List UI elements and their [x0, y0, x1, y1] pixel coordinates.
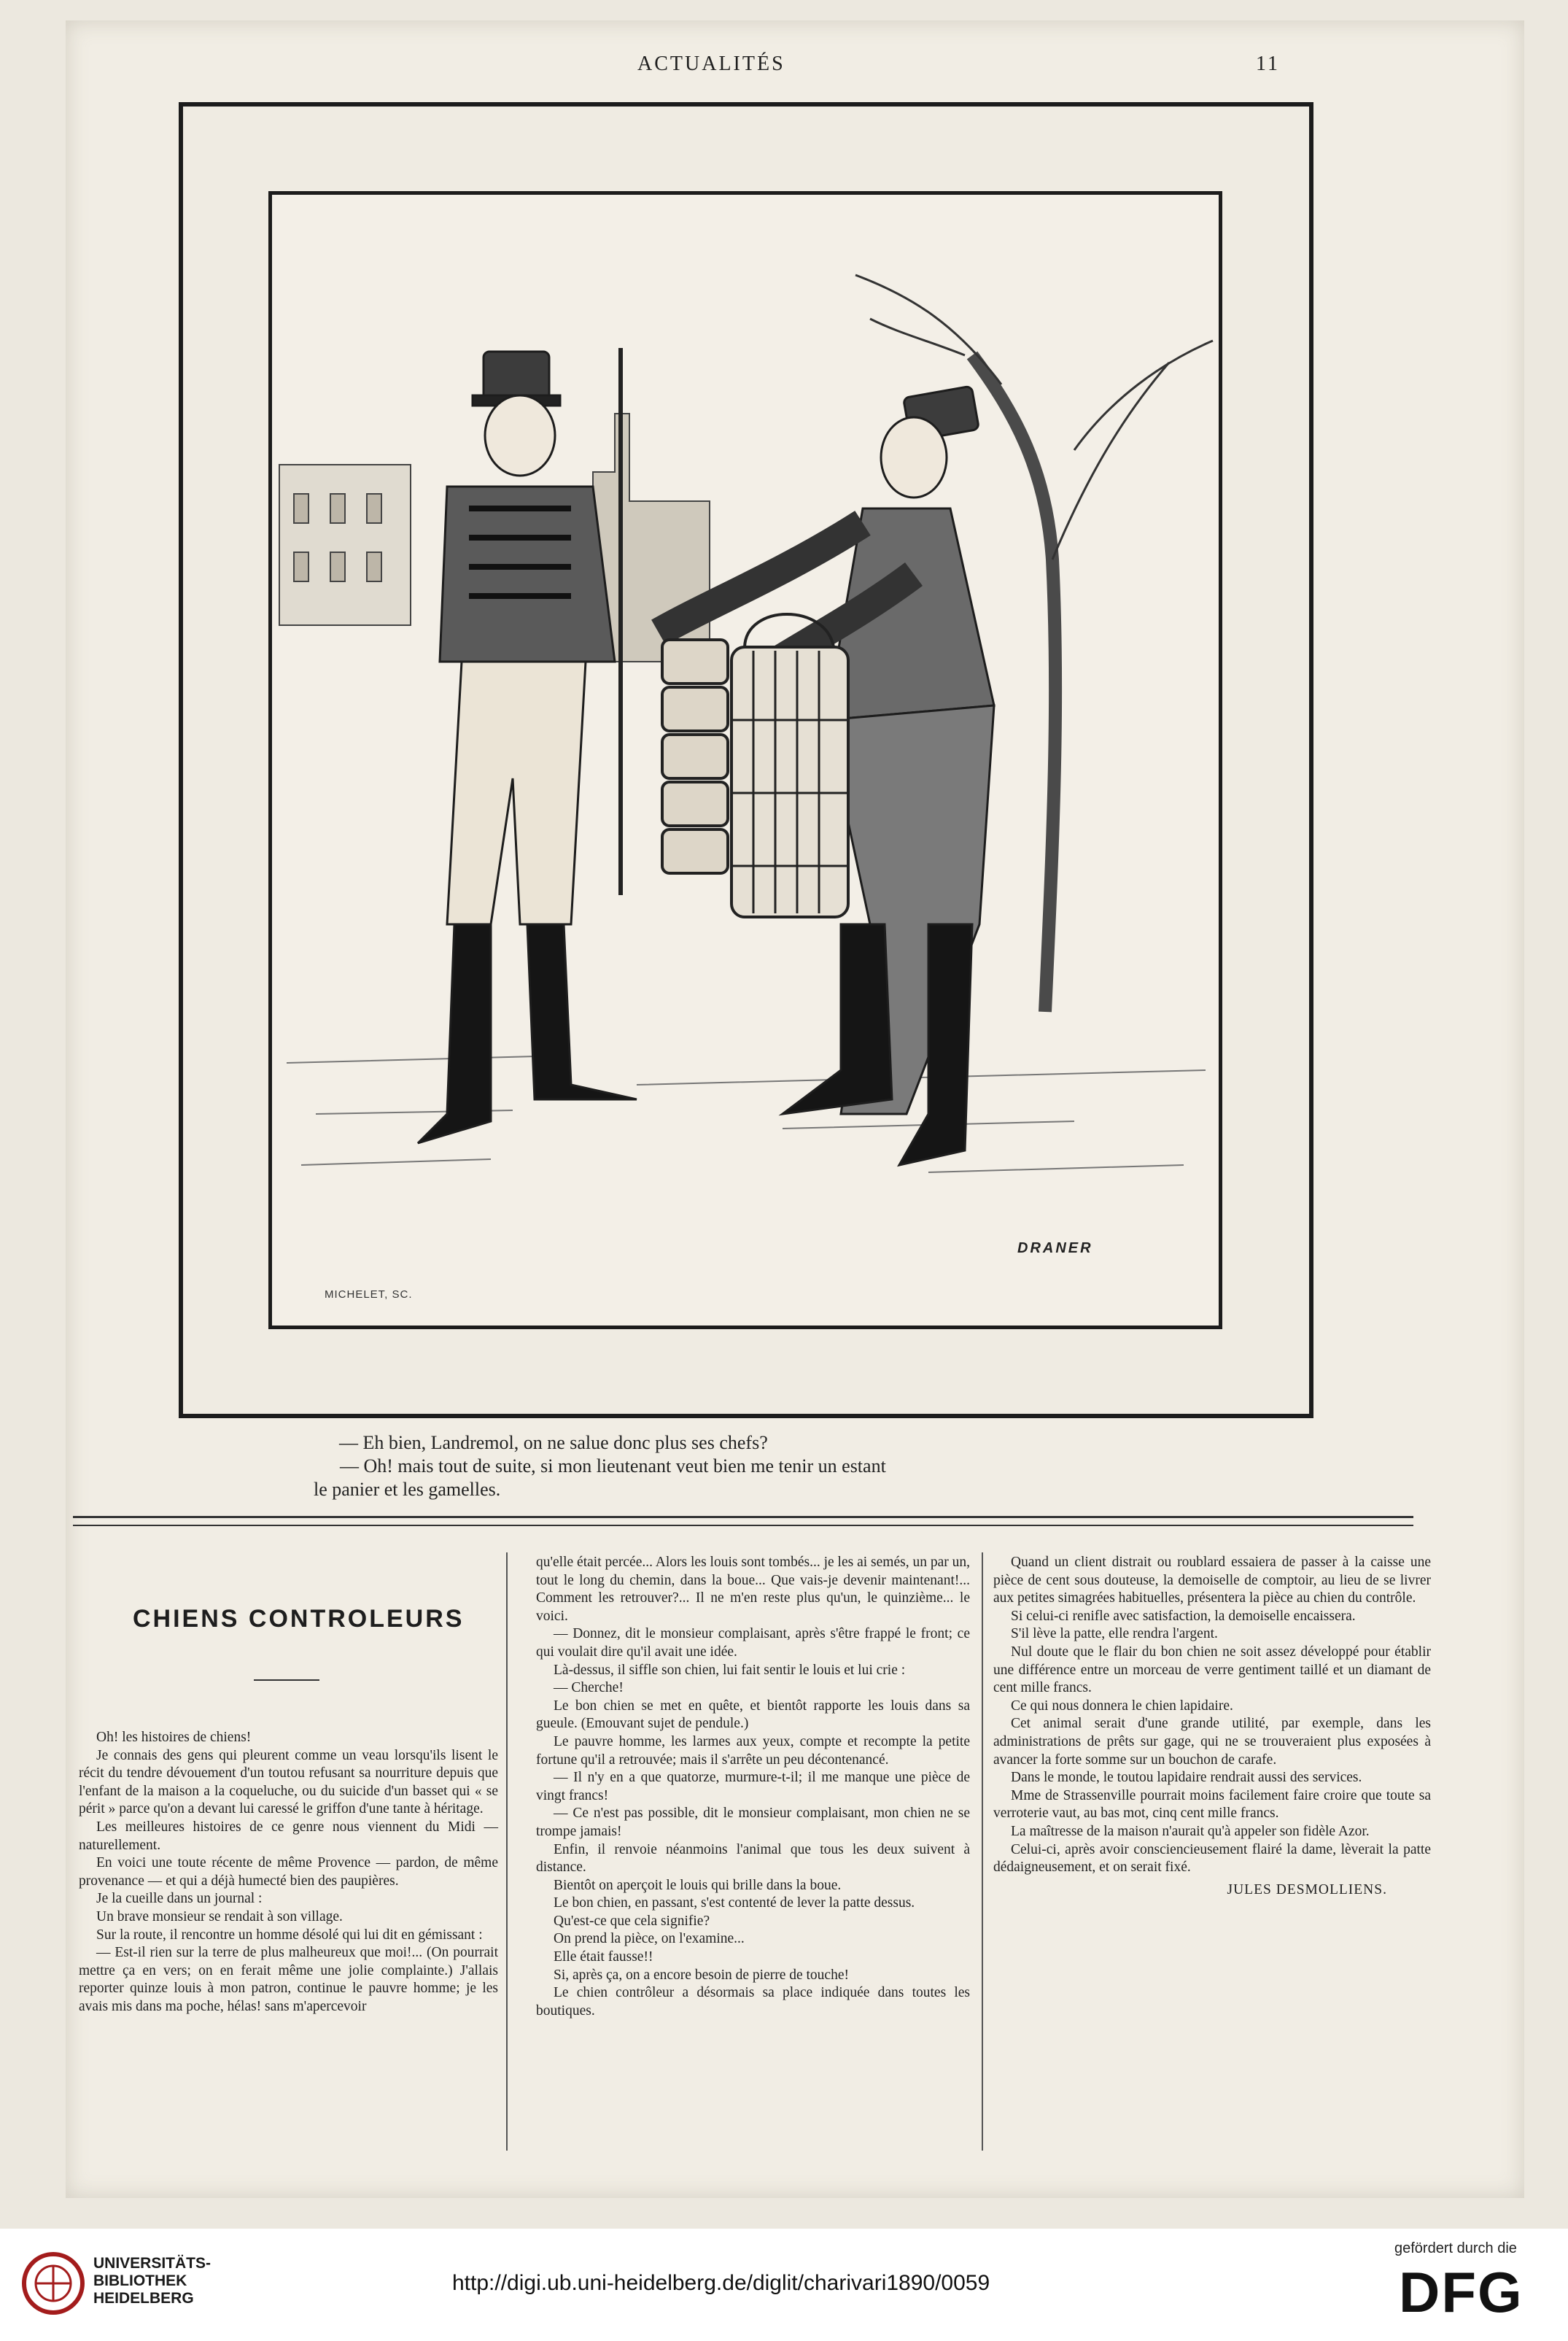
paragraph: Nul doute que le flair du bon chien ne soit assez développé pour établir une différence entre un morceau de verre gentiment taillé et un diamant de cent mille francs.: [993, 1644, 1431, 1696]
paragraph: — Ce n'est pas possible, dit le monsieur complaisant, mon chien ne se trompe jamais!: [536, 1806, 970, 1839]
university-seal-icon: [20, 2251, 86, 2316]
paragraph: Cet animal serait d'une grande utilité, par exemple, dans les administrations de prêts sur gage, qui ne se trouveraient plus exposées à avancer la forte somme sur un bouchon de carafe.: [993, 1716, 1431, 1768]
article-author: JULES DESMOLLIENS.: [1227, 1881, 1387, 1897]
funded-by-label: gefördert durch die: [1394, 2240, 1517, 2256]
officer-figure: [418, 348, 637, 1143]
ground-hatching: [287, 1056, 1206, 1172]
paragraph: S'il lève la patte, elle rendra l'argent.: [1011, 1626, 1218, 1642]
paragraph: La maîtresse de la maison n'aurait qu'à appeler son fidèle Azor.: [1011, 1823, 1370, 1839]
paragraph: On prend la pièce, on l'examine...: [554, 1931, 745, 1947]
paragraph: — Cherche!: [554, 1680, 624, 1696]
article-column-2: [536, 1554, 970, 2020]
permalink-url[interactable]: http://digi.ub.uni-heidelberg.de/diglit/charivari1890/0059: [452, 2271, 990, 2295]
paragraph: qu'elle était percée... Alors les louis sont tombés... je les ai semés, un par un, tout le long du chemin, dans la boue... Que vais-je devenir maintenant!... Comment les retrouver?... Il ne m'en reste plus qu'un, le quinzième... le voici.: [536, 1555, 970, 1624]
paragraph: Si celui-ci renifle avec satisfaction, la demoiselle encaissera.: [1011, 1608, 1356, 1624]
paragraph: Le bon chien, en passant, s'est contenté de lever la patte dessus.: [554, 1895, 915, 1911]
paragraph: Le bon chien se met en quête, et bientôt rapporte les louis dans sa gueule. (Emouvant sujet de pendule.): [536, 1698, 970, 1732]
library-line-3: HEIDELBERG: [93, 2290, 194, 2307]
running-head: ACTUALITÉS: [637, 53, 785, 75]
library-name: [93, 2255, 211, 2307]
engraver-signature: MICHELET, SC.: [325, 1288, 413, 1301]
article-column-1: [79, 1729, 498, 2016]
paragraph: Oh! les histoires de chiens!: [96, 1730, 252, 1745]
paragraph: Enfin, il renvoie néanmoins l'animal que tous les deux suivent à distance.: [536, 1841, 970, 1876]
paragraph: — Il n'y en a que quatorze, murmure-t-il; il me manque une pièce de vingt francs!: [536, 1770, 970, 1803]
artist-signature: DRANER: [1017, 1240, 1093, 1256]
caption-line-3: le panier et les gamelles.: [314, 1479, 501, 1500]
library-line-2: BIBLIOTHEK: [93, 2272, 187, 2289]
caption-line-1: — Eh bien, Landremol, on ne salue donc plus ses chefs?: [339, 1432, 768, 1453]
library-line-1: UNIVERSITÄTS-: [93, 2255, 211, 2272]
column-divider-2: [982, 1552, 983, 2151]
basket: [731, 614, 848, 917]
cartoon-drawing: [272, 195, 1219, 1326]
paragraph: Le chien contrôleur a désormais sa place indiquée dans toutes les boutiques.: [536, 1985, 970, 2019]
paragraph: Bientôt on aperçoit le louis qui brille dans la boue.: [554, 1877, 842, 1893]
article-column-3: [993, 1554, 1431, 1899]
footer-bar: [0, 2229, 1568, 2341]
illustration-inner-frame: [268, 191, 1222, 1329]
paragraph: Ce qui nous donnera le chien lapidaire.: [1011, 1698, 1233, 1714]
paragraph: Elle était fausse!!: [554, 1949, 653, 1965]
paragraph: Qu'est-ce que cela signifie?: [554, 1913, 710, 1929]
paragraph: Un brave monsieur se rendait à son village.: [96, 1908, 343, 1924]
paragraph: Quand un client distrait ou roublard essaiera de passer à la caisse une pièce de cent sous douteuse, la demoiselle de comptoir, au lieu de se livrer aux petites simagrées habituelles, présentera la pièce au chien du contrôle.: [993, 1555, 1431, 1606]
title-underline: [254, 1679, 319, 1681]
paragraph: Sur la route, il rencontre un homme désolé qui lui dit en gémissant :: [96, 1927, 483, 1943]
gamelles: [662, 640, 728, 873]
paragraph: Je connais des gens qui pleurent comme un veau lorsqu'ils lisent le récit du tendre dévouement d'un toutou refusant sa nourriture depuis que l'enfant de la maison a la coqueluche, ou du suicide d'un basset qui « se périt » parce qu'on a devant lui caressé le griffon d'une tante à héritage.: [79, 1747, 498, 1817]
page-number: 11: [1256, 53, 1280, 75]
section-rule-top: [73, 1516, 1413, 1518]
paragraph: Mme de Strassenville pourrait moins facilement faire croire que toute sa verroterie vaut, au bas mot, cinq cent mille francs.: [993, 1787, 1431, 1822]
paragraph: — Donnez, dit le monsieur complaisant, après s'être frappé le front; ce qui voulait dire qu'il avait une idée.: [536, 1626, 970, 1660]
paragraph: Là-dessus, il siffle son chien, lui fait sentir le louis et lui crie :: [554, 1662, 906, 1678]
caption-line-2: — Oh! mais tout de suite, si mon lieutenant veut bien me tenir un estant: [340, 1455, 886, 1477]
dfg-logo: DFG: [1399, 2260, 1524, 2324]
paragraph: — Est-il rien sur la terre de plus malheureux que moi!... (On pourrait mettre ça en vers; on en ferait même une jolie complainte.) J'allais reporter quinze louis à mon patron, continue le pauvre homme; je les avais mis dans ma poche, hélas! sans m'apercevoir: [79, 1945, 498, 2014]
paragraph: Les meilleures histoires de ce genre nous viennent du Midi — naturellement.: [79, 1819, 498, 1853]
paragraph: Je la cueille dans un journal :: [96, 1891, 263, 1907]
paragraph: Celui-ci, après avoir consciencieusement flairé la dame, lèverait la patte dédaigneusement, et on serait fixé.: [993, 1841, 1431, 1876]
column-divider-1: [506, 1552, 508, 2151]
paragraph: Le pauvre homme, les larmes aux yeux, compte et recompte la petite fortune qu'il a retrouvée; mais il s'arrête un peu décontenancé.: [536, 1733, 970, 1768]
paragraph: Si, après ça, on a encore besoin de pierre de touche!: [554, 1967, 849, 1983]
article-title: CHIENS CONTROLEURS: [133, 1605, 465, 1633]
paragraph: En voici une toute récente de même Provence — pardon, de même provenance — et qui a déjà humecté bien des paupières.: [79, 1855, 498, 1889]
paragraph: Dans le monde, le toutou lapidaire rendrait aussi des services.: [1011, 1770, 1362, 1786]
section-rule-bottom: [73, 1525, 1413, 1526]
